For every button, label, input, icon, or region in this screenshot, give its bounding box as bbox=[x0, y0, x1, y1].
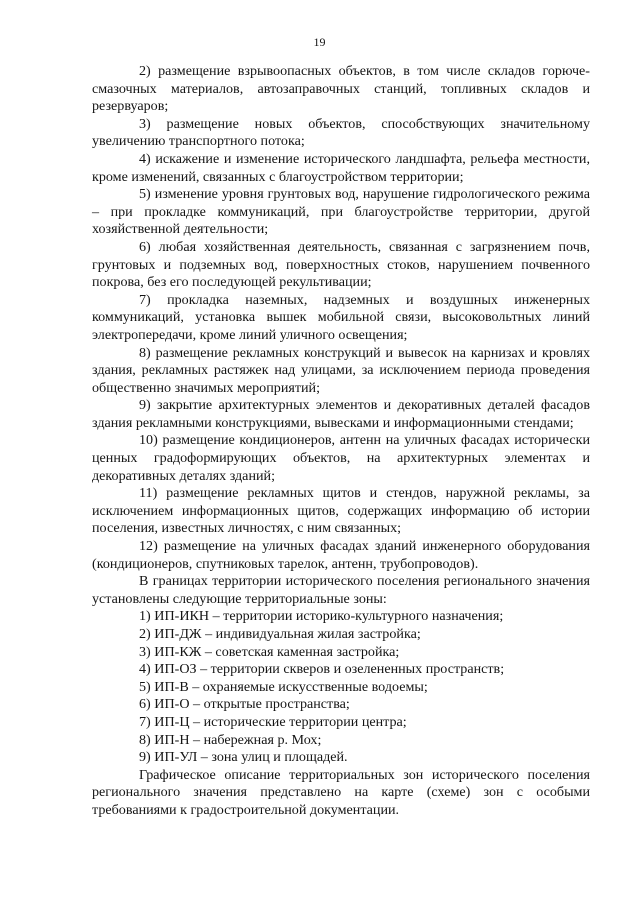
page-number: 19 bbox=[313, 35, 326, 49]
restriction-item-4: 4) искажение и изменение исторического ландшафта, рельефа местности, кроме изменений, связанных с благоустройством территории; bbox=[92, 150, 590, 185]
restriction-item-7: 7) прокладка наземных, надземных и воздушных инженерных коммуникаций, установка вышек мобильной связи, высоковольтных линий электропередачи, кроме линий уличного освещения; bbox=[92, 291, 590, 343]
document-body bbox=[92, 63, 590, 820]
restriction-item-6: 6) любая хозяйственная деятельность, связанная с загрязнением почв, грунтовых и подземных вод, поверхностных стоков, нарушением почвенного покрова, без его последующей рекультивации; bbox=[92, 238, 590, 291]
restriction-item-12: 12) размещение на уличных фасадах зданий инженерного оборудования (кондиционеров, спутниковых тарелок, антенн, трубопроводов). bbox=[92, 538, 590, 572]
restriction-item-8: 8) размещение рекламных конструкций и вывесок на карнизах и кровлях здания, рекламных растяжек над улицами, за исключением периода проведения общественно значимых мероприятий; bbox=[92, 344, 590, 396]
closing-paragraph: Графическое описание территориальных зон исторического поселения регионального значения представлено на карте (схеме) зон с особыми требованиями к градостроительной документации. bbox=[92, 766, 590, 818]
zone-item-dzh: 2) ИП-ДЖ – индивидуальная жилая застройка; bbox=[139, 626, 421, 642]
restriction-item-3: 3) размещение новых объектов, способствующих значительному увеличению транспортного потока; bbox=[92, 115, 590, 150]
zone-item-ts: 7) ИП-Ц – исторические территории центра; bbox=[139, 713, 407, 730]
restriction-item-2: 2) размещение взрывоопасных объектов, в том числе складов горюче-смазочных материалов, автозаправочных станций, топливных складов и резервуаров; bbox=[92, 63, 590, 115]
zone-item-ikn: 1) ИП-ИКН – территории историко-культурного назначения; bbox=[139, 608, 504, 625]
zone-item-v: 5) ИП-В – охраняемые искусственные водоемы; bbox=[139, 678, 428, 695]
zone-item-ul: 9) ИП-УЛ – зона улиц и площадей. bbox=[139, 749, 348, 766]
restriction-item-11: 11) размещение рекламных щитов и стендов, наружной рекламы, за исключением информационных щитов, содержащих информацию об истории поселения, известных личностях, с ним связанных; bbox=[92, 485, 590, 537]
restriction-item-5: 5) изменение уровня грунтовых вод, нарушение гидрологического режима – при прокладке коммуникаций, при благоустройстве территории, другой хозяйственной деятельности; bbox=[92, 186, 590, 238]
zone-item-o: 6) ИП-О – открытые пространства; bbox=[139, 696, 350, 713]
restriction-item-9: 9) закрытие архитектурных элементов и декоративных деталей фасадов здания рекламными конструкциями, вывесками и информационными стендами; bbox=[92, 397, 590, 431]
zones-intro: В границах территории исторического поселения регионального значения установлены следующие территориальные зоны: bbox=[92, 573, 590, 607]
zone-item-oz: 4) ИП-ОЗ – территории скверов и озелененных пространств; bbox=[139, 661, 505, 678]
zone-item-n: 8) ИП-Н – набережная р. Мох; bbox=[139, 731, 322, 748]
restriction-item-10: 10) размещение кондиционеров, антенн на уличных фасадах исторически ценных градоформирующих объектов, на архитектурных элементах и декоративных деталях зданий; bbox=[92, 432, 590, 484]
zone-item-kzh: 3) ИП-КЖ – советская каменная застройка; bbox=[139, 643, 400, 660]
